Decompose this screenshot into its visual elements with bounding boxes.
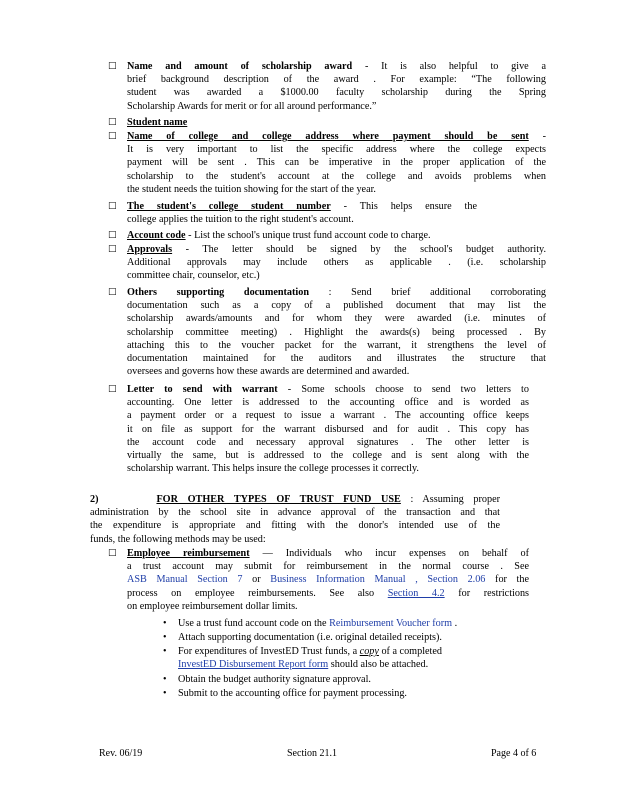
footer-revision: Rev. 06/19 [99,748,143,759]
item-text: — Individuals who incur expenses on behalf of [262,548,529,559]
item-text: virtually the same, but is addressed to the college and is sent along with the [127,450,529,462]
item-text: accounting. One letter is addressed to the accounting office and is worded as [127,397,529,409]
checkbox-icon: □ [108,61,117,71]
section-text: administration by the school site in advance approval of the transaction and that [90,507,500,519]
list-item [127,383,529,475]
checkbox-icon: □ [108,287,117,297]
checkbox-icon: □ [108,548,117,558]
bullet-item [178,617,540,630]
item-text: it on file as support for the warrant disbursed and for audit . This copy has [127,423,529,435]
bullet-text: Attach supporting documentation (i.e. original detailed receipts). [178,632,442,643]
list-item [127,60,546,113]
bullet-text: Obtain the budget authority signature approval. [178,674,371,685]
bullet-text: Use a trust fund account code on the [178,618,327,629]
footer-page-number: Page 4 of 6 [491,748,537,759]
checkbox-icon: □ [108,244,117,254]
section-text: : Assuming proper [400,494,500,505]
item-text: - It is also helpful to give a [352,61,546,72]
bullet-text: . [452,618,458,629]
item-text: scholarship awards/amounts and for whom they were awarded (i.e. minutes of [127,313,546,325]
item-heading: Others supporting documentation [127,287,309,298]
item-text: - Some schools choose to send two letters to [277,384,529,395]
reimbursement-voucher-form-link[interactable]: Reimbursement Voucher form [329,618,453,629]
item-text: - This helps ensure the [330,201,477,212]
item-text: the student needs the tuition showing for the start of the year. [127,183,376,195]
item-heading: The student's college student number [127,201,331,212]
item-heading: Name and amount of scholarship award [127,61,353,72]
item-text: documentation such as a copy of a published document that may list the [127,300,546,312]
bullet-item [178,687,462,700]
item-heading: Student name [127,117,188,128]
item-text: scholarship committee meeting) . Highlight the awards(s) being processed . By [127,326,546,338]
list-item [127,229,546,242]
item-text: payment will be sent . This can be imperative in the proper application of the [127,157,546,169]
item-text: or [252,574,261,586]
bullet-icon: • [163,688,167,699]
item-text: for restrictions [458,587,530,599]
bullet-icon: • [163,646,167,657]
bullet-text: Submit to the accounting office for payment processing. [178,688,407,699]
checkbox-icon: □ [108,201,117,211]
item-text: scholarship warrant. This helps insure the college processes it correctly. [127,463,419,475]
item-heading: Approvals [127,244,173,255]
item-text: a trust account may submit for reimbursement in the normal course . See [127,561,529,573]
bullet-text: of a completed [378,646,442,657]
item-heading: Employee reimbursement [127,548,250,559]
section-text: funds, the following methods may be used: [90,533,266,545]
list-item [127,200,477,226]
list-item [127,286,546,378]
item-text: Scholarship Awards for merit or for all around performance.” [127,100,377,112]
item-text: - The letter should be signed by the school's budget authority. [172,244,546,255]
section-text: the expenditure is appropriate and fitting with the donor's intended use of the [90,520,500,532]
item-text: for the [495,574,530,586]
item-text: : Send brief additional corroborating [309,287,547,298]
item-text: - [528,131,546,142]
bullet-icon: • [163,674,167,685]
item-text: brief background description of the award . For example: “The following [127,74,546,86]
item-text: documentation maintained for the auditors and illustrates the structure that [127,353,546,365]
item-text: student was awarded a $1000.00 faculty scholarship during the Spring [127,87,546,99]
asb-manual-link[interactable]: ASB Manual Section 7 [127,574,243,586]
item-text: - List the school's unique trust fund account code to charge. [185,230,431,241]
bullet-emphasis: copy [359,646,379,657]
section-number: 2) [90,494,99,505]
bullet-text: For expenditures of InvestED Trust funds, a [178,646,358,657]
list-item [127,116,546,129]
bullet-icon: • [163,618,167,629]
bullet-icon: • [163,632,167,643]
item-heading: Letter to send with warrant [127,384,278,395]
checkbox-icon: □ [108,384,117,394]
business-information-manual-link[interactable]: Business Information Manual , Section 2.06 [270,574,486,586]
item-text: on employee reimbursement dollar limits. [127,600,298,612]
item-text: scholarship to the student's account at the college and avoids problems when [127,170,546,182]
section-heading: FOR OTHER TYPES OF TRUST FUND USE [156,494,401,505]
list-item-employee-reimbursement [127,547,529,613]
item-text: It is very important to list the specific address where the college expects [127,144,546,156]
list-item [127,243,546,283]
bullet-item [178,631,508,644]
item-text: attaching this to the voucher packet for the warrant, it strengthens the level of [127,339,546,351]
item-text: committee chair, counselor, etc.) [127,270,260,282]
checkbox-icon: □ [108,117,117,127]
section-4-2-link[interactable]: Section 4.2 [387,587,445,599]
bullet-item [178,645,512,671]
item-text: Additional approvals may include others as applicable . (i.e. scholarship [127,257,546,269]
invested-disbursement-report-form-link[interactable]: InvestED Disbursement Report form [178,659,329,671]
list-item [127,130,546,196]
item-text: a payment order or a request to issue a warrant . The accounting office keeps [127,410,529,422]
item-text: oversees and governs how these awards are determined and awarded. [127,366,410,378]
footer-section: Section 21.1 [287,748,337,759]
checkbox-icon: □ [108,131,117,141]
section-2 [90,493,500,546]
item-text: the account code and necessary approval signatures . The other letter is [127,436,529,448]
checkbox-icon: □ [108,230,117,240]
item-text: process on employee reimbursements. See also [127,587,375,599]
item-heading: Account code [127,230,186,241]
bullet-text: should also be attached. [328,659,429,671]
bullet-item [178,673,434,686]
item-heading: Name of college and college address where payment should be sent [127,131,529,142]
item-text: college applies the tuition to the right student's account. [127,214,354,226]
